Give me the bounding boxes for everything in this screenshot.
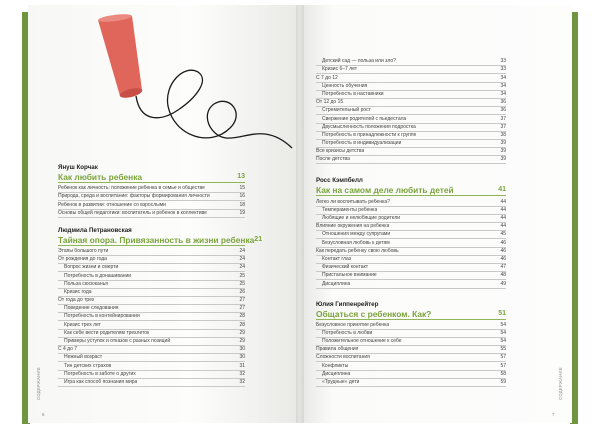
toc-entry-text: Пристальное внимание [322,272,377,279]
toc-entry [58,248,245,256]
toc-entry-text: Потребность в заботе о других [64,370,136,377]
section-title: Общаться с ребенком. Как? [316,308,432,319]
toc-entry-text: Конфликты [322,362,349,369]
toc-entry-page: 32 [239,370,245,377]
toc-entry-page: 16 [239,193,245,200]
toc-entry [58,210,245,218]
section-author: Росс Кэмпбелл [316,177,363,185]
toc-entry [316,330,506,338]
left-side-label: СОДЕРЖАНИЕ [36,367,41,400]
toc-entry [58,289,245,297]
section-author: Людмила Петрановская [58,226,132,234]
toc-entry-text: Нежный возраст [64,354,103,361]
toc-entry [58,354,245,362]
toc-entry-text: Кризис года [64,288,92,295]
toc-entry-page: 24 [239,256,245,263]
toc-entry-page: 54 [500,329,506,336]
toc-entry-text: Темпераменты ребенка [322,206,378,213]
cup-icon [98,13,143,100]
section-page: 21 [254,235,263,243]
toc-entry-page: 44 [500,206,506,213]
toc-entry [316,91,506,99]
toc-entry [58,281,245,289]
toc-entry-page: 24 [239,264,245,271]
toc-entry-page: 36 [500,107,506,114]
toc-entry [316,272,506,280]
toc-entry-page: 57 [500,354,506,361]
toc-entry-text: От 12 до 15 [316,99,344,106]
toc-entry-text: Свержение родителей с пьедестала [322,115,407,122]
toc-entry-text: Сложности воспитания [316,354,370,361]
toc-entry-text: Отношения между супругами [322,231,391,238]
toc-entry [316,322,506,330]
toc-entry-page: 46 [500,247,506,254]
toc-entry-page: 29 [239,329,245,336]
toc-entry-text: Потребность в контейнировании [64,313,140,320]
section-title-row [58,234,263,246]
toc-entry-page: 49 [500,280,506,287]
toc-entry [316,280,506,288]
toc-entry-page: 24 [239,247,245,254]
toc-entry [58,379,245,387]
section-title-row [316,185,506,196]
toc-entry-text: Любящие и нелюбящие родители [322,215,401,221]
toc-entry-text: С 4 до 7 [58,346,78,353]
toc-entry [58,297,245,305]
toc-entry-text: Контакт глаз [322,255,352,262]
toc-entry-text: Основы общей педагогики: воспитатель и ребенок в коллективе [58,209,207,216]
toc-continued [316,58,506,164]
toc-entry-text: Влияние окружения на ребенка [316,223,390,230]
left-toc [58,164,263,396]
toc-entry-page: 33 [500,66,506,73]
toc-entry [316,132,506,140]
toc-entry-text: Потребность в индивидуализации [322,140,402,147]
section-page: 13 [237,173,245,180]
toc-entry-text: Кризис трех лет [64,321,101,328]
toc-entry [316,239,506,247]
toc-entry-text: Польза сюсюканья [64,280,108,287]
toc-entry [316,371,506,379]
toc-entry [58,256,245,264]
toc-entry [316,66,506,74]
toc-entry [316,256,506,264]
toc-entry-page: 54 [500,338,506,345]
toc-entry-page: 45 [500,231,506,238]
toc-entry-text: Природа, среда и воспитание: факторы формирования личности [58,193,210,200]
toc-entry-page: 59 [500,379,506,385]
toc-entry-page: 37 [500,123,506,130]
toc-entry [58,305,245,313]
section-author: Януш Корчак [58,164,98,171]
toc-entry [58,371,245,379]
toc-entry [316,379,506,387]
toc-entry-text: Этапы большого пути [58,247,109,254]
toc-entry-page: 25 [239,280,245,287]
toc-entry-page: 58 [500,370,506,377]
toc-entry [316,148,506,156]
toc-entry-page: 44 [500,198,506,205]
toc-entry [58,193,245,201]
toc-entry [58,201,245,209]
toc-entry [316,58,506,66]
toc-section [316,177,506,288]
toc-entry [58,330,245,338]
toc-entry-text: Как себе вести родителям трехлеток [64,329,150,336]
toc-entry-text: Дисциплина [322,370,351,377]
cup-string-illustration [60,10,300,160]
toc-entry-text: С 7 до 12 [316,74,338,81]
toc-entry-page: 37 [500,115,506,122]
toc-entry-page: 39 [500,148,506,155]
toc-entry [316,338,506,346]
section-title: Как на самом деле любить детей [316,185,454,196]
toc-section [316,301,506,388]
toc-entry [316,198,506,206]
string-line [136,70,292,148]
toc-entry [58,272,245,280]
toc-entry-page: 46 [500,255,506,262]
toc-entry-text: Поведение следования [64,305,119,312]
toc-entry-text: Положительное отношение к себе [322,338,402,345]
toc-entry [316,140,506,148]
toc-entry-text: Легко ли воспитывать ребенка? [316,198,390,205]
toc-entry-text: Все кризисы детства [316,148,365,155]
toc-entry-text: Потребность в донашивании [64,272,132,279]
toc-entry-page: 31 [239,362,245,369]
toc-entry-text: Ребенок в развитии: отношение со взрослыми [58,201,166,208]
section-author: Юлия Гиппенрейтер [316,300,379,308]
toc-entry-text: Тин детских страхов [64,362,112,369]
section-page: 51 [498,309,506,317]
toc-entry-page: 19 [239,209,245,216]
toc-entry [316,99,506,107]
toc-entry-text: Потребность в наставники [322,90,384,97]
toc-entry [316,362,506,370]
toc-entry-text: Потребность в любви [322,329,373,336]
right-toc [316,58,506,396]
toc-entry [316,156,506,164]
toc-entry-text: Игра как способ познания мира [64,378,138,385]
toc-entry-page: 48 [500,272,506,279]
toc-entry-text: Ценность обучения [322,82,368,89]
toc-entry [58,264,245,272]
toc-entry [316,346,506,354]
toc-entry-page: 26 [239,288,245,295]
toc-entry [316,231,506,239]
toc-entry-text: «Трудные» дети [322,379,360,385]
toc-entry-page: 34 [500,82,506,89]
toc-entry [316,74,506,82]
toc-entry [316,223,506,231]
toc-entry [316,264,506,272]
toc-entry-page: 57 [500,362,506,369]
toc-entry-page: 55 [500,346,506,353]
toc-entry-page: 38 [500,131,506,138]
toc-entry-page: 36 [500,99,506,106]
left-page-number: 6 [42,412,45,417]
toc-entry-page: 29 [239,338,245,344]
section-title-row [58,172,245,183]
toc-entry-text: Двусмысленность положения подростка [322,123,416,130]
toc-entry-page: 46 [500,239,506,246]
toc-entry-page: 15 [239,185,245,192]
toc-entry-page: 44 [500,223,506,230]
toc-entry [316,248,506,256]
section-page: 41 [498,186,506,194]
toc-entry [58,338,245,346]
toc-entry [58,185,245,193]
toc-entry-text: После детства [316,156,350,163]
toc-entry-page: 34 [500,74,506,81]
toc-entry-text: От года до трех [58,297,95,304]
toc-entry-text: Вопрос жизни и смерти [64,264,119,271]
toc-section [58,226,263,387]
toc-entry-text: Как передать ребенку свою любовь [316,247,399,254]
toc-entry-text: Примеры уступок и отказов с разных позиций [64,338,171,344]
toc-entry-page: 47 [500,264,506,271]
toc-entry-text: Ребенок как личность: положение ребенка в семье и обществе [58,185,205,192]
toc-entry-page: 28 [239,321,245,328]
toc-entry-page: 18 [239,201,245,208]
toc-entry-page: 33 [500,58,506,65]
toc-entry-text: Детский сад — польза или зло? [322,58,396,65]
toc-entry-page: 39 [500,140,506,147]
toc-entry-page: 34 [500,90,506,97]
toc-entry-text: Правила общения [316,346,359,353]
toc-entry-text: Кризис 6–7 лет [322,66,358,73]
toc-entry-page: 30 [239,354,245,361]
toc-entry-text: Стремительный рост [322,107,371,114]
toc-entry [316,107,506,115]
toc-entry-text: Безусловная любовь к детям [322,239,390,246]
right-side-label: СОДЕРЖАНИЕ [558,367,563,400]
toc-entry [58,346,245,354]
right-page-number: 7 [552,412,555,417]
toc-entry [316,124,506,132]
toc-entry-page: 30 [239,346,245,353]
toc-entry-text: Дисциплина [322,280,351,287]
toc-entry [58,321,245,329]
section-title: Тайная опора. Привязанность в жизни ребенка [58,234,255,245]
toc-entry [58,313,245,321]
section-title: Как любить ребенка [58,172,143,182]
toc-entry-page: 27 [239,305,245,312]
toc-entry-page: 32 [239,378,245,385]
toc-entry [316,83,506,91]
toc-entry [316,207,506,215]
toc-entry-page: 39 [500,156,506,163]
section-title-row [316,309,506,320]
toc-entry [58,362,245,370]
toc-section [58,164,245,218]
toc-entry-page: 44 [500,215,506,221]
toc-entry-page: 54 [500,321,506,328]
toc-entry [316,215,506,223]
toc-entry [316,354,506,362]
toc-entry-text: От рождения до года [58,256,107,263]
toc-entry-page: 28 [239,313,245,320]
toc-entry-text: Потребность в принадлежности к группе [322,131,417,138]
toc-entry [316,115,506,123]
toc-entry-text: Безусловное принятие ребенка [316,321,390,328]
toc-entry-text: Физический контакт [322,264,369,271]
toc-entry-page: 25 [239,272,245,279]
toc-entry-page: 27 [239,297,245,304]
